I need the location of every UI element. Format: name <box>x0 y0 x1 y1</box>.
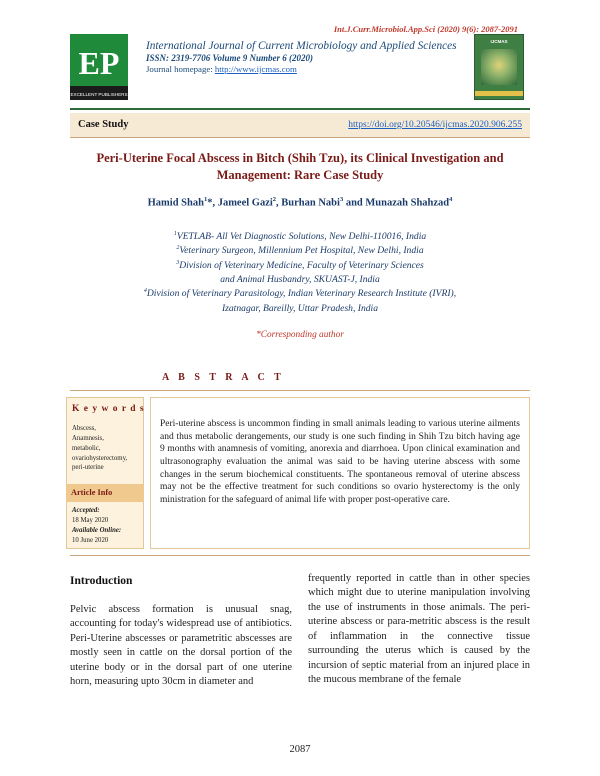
abstract-divider <box>70 390 530 391</box>
author-affiliation-sup: 3 <box>339 196 344 203</box>
accepted-date: 18 May 2020 <box>72 516 109 524</box>
author-affiliation-sup: 4 <box>449 196 453 203</box>
keyword-item: metabolic, <box>72 444 101 452</box>
journal-name: International Journal of Current Microbiology and Applied Sciences <box>146 40 457 52</box>
keywords-list <box>72 424 144 473</box>
author-name: Hamid Shah <box>147 197 204 209</box>
affiliation-text: VETLAB- All Vet Diagnostic Solutions, New Delhi-110016, India <box>176 231 427 243</box>
article-info-dates <box>72 506 144 545</box>
affiliation-sup: 4 <box>143 288 147 295</box>
article-type: Case Study <box>78 119 129 130</box>
affiliation-line <box>70 244 530 258</box>
affiliation-text: Division of Veterinary Medicine, Faculty of Veterinary Sciences <box>179 259 424 271</box>
affiliation-sup: 3 <box>176 259 180 266</box>
introduction-heading: Introduction <box>70 575 133 587</box>
introduction-column-1: Pelvic abscess formation is unusual snag, accounting for today's widespread use of antibiotics. Peri-Uterine abscesses or parametritic abscesses are mostly seen in cattle on the dorsal portion of the uterine body or in the dorsal part of one uterine horn, measuring upto 30cm in diameter and <box>70 604 292 688</box>
author-separator: and <box>343 197 366 209</box>
homepage-link[interactable]: http://www.ijcmas.com <box>214 64 297 74</box>
homepage-label: Journal homepage: <box>146 64 215 74</box>
author-list <box>70 196 530 209</box>
cover-band <box>475 91 523 96</box>
article-title: Peri-Uterine Focal Abscess in Bitch (Shih Tzu), its Clinical Investigation and Management: Rare Case Study <box>96 151 504 182</box>
affiliation-line <box>70 287 530 301</box>
doi-link[interactable]: https://doi.org/10.20546/ijcmas.2020.906.255 <box>348 120 522 130</box>
online-label: Available Online: <box>72 526 122 534</box>
journal-homepage <box>146 64 472 74</box>
affiliation-sup: 2 <box>176 245 180 252</box>
keyword-item: peri-uterine <box>72 464 104 472</box>
affiliations <box>70 230 530 316</box>
author-name: Burhan Nabi <box>281 197 340 209</box>
cover-image <box>481 49 517 85</box>
author-affiliation-sup: 1 <box>203 196 208 203</box>
article-info-label: Article Info <box>71 488 113 497</box>
publisher-logo <box>70 34 128 100</box>
introduction-column-2: frequently reported in cattle than in other species which might due to uterine manipulation involving the use of instruments in those animals. The peri-uterine abscess or para-metritic abscess is the result of inflammation in the connective tissue surrounding the uterus which is caused by the incursion of septic material from an injured place in the mucous membrane of the female <box>308 573 530 686</box>
abstract-bottom-divider <box>70 555 530 556</box>
journal-citation: Int.J.Curr.Microbiol.App.Sci (2020) 9(6): 2087-2091 <box>333 24 518 34</box>
logo-text: EXCELLENT PUBLISHERS <box>70 92 128 97</box>
author-name: Jameel Gazi <box>217 197 273 209</box>
issn-line: ISSN: 2319-7706 Volume 9 Number 6 (2020) <box>146 53 314 63</box>
affiliation-sup: 1 <box>173 231 177 237</box>
author-separator: *, <box>207 197 218 209</box>
accepted-label: Accepted: <box>72 507 100 514</box>
page-number: 2087 <box>289 744 311 755</box>
author-affiliation-sup: 2 <box>272 196 277 203</box>
abstract-heading: A B S T R A C T <box>162 372 285 383</box>
affiliation-line <box>70 230 530 244</box>
affiliation-text: Division of Veterinary Parasitology, Indian Veterinary Research Institute (IVRI), <box>146 288 457 300</box>
keywords-title: K e y w o r d s <box>72 404 145 414</box>
header-divider <box>70 108 530 110</box>
author-separator: , <box>276 197 282 209</box>
abstract-text: Peri-uterine abscess is uncommon finding in small animals leading to various uterine ailments and thus metabolic derangements, our study is one such finding in Shih Tzu bitch having age 9 months with anamnesis of vomiting, anorexia and diarrhoea. Upon clinical examination and ultrasonography evaluation the animal was said to be having uterine abscess with some changes in the serum biochemical constituents. The spontaneous removal of uterine abscess may not be the effective treatment for such conditions so ovario hysterectomy is the only ministration for the safeguard of animal life with proper post-operative care. <box>160 419 520 505</box>
online-date: 10 June 2020 <box>72 536 109 544</box>
logo-letters: EP <box>78 45 120 81</box>
affiliation-text: Veterinary Surgeon, Millennium Pet Hospital, New Delhi, India <box>179 245 424 257</box>
affiliation-text: and Animal Husbandry, SKUAST-J, India <box>220 274 380 286</box>
journal-cover-thumbnail <box>474 34 524 100</box>
journal-header <box>146 40 472 74</box>
affiliation-line <box>70 259 530 273</box>
cover-title: IJCMAS <box>490 39 508 44</box>
author-name: Munazah Shahzad <box>365 197 450 209</box>
corresponding-author-note: *Corresponding author <box>256 330 344 340</box>
keyword-item: ovariohysterectomy, <box>72 454 128 462</box>
keyword-item: Abscess, <box>72 425 96 432</box>
affiliation-line <box>70 273 530 287</box>
affiliation-line <box>70 302 530 316</box>
type-bar-divider <box>70 137 530 138</box>
affiliation-text: Izatnagar, Bareilly, Uttar Pradesh, India <box>221 302 379 314</box>
keyword-item: Anamnesis, <box>72 434 104 442</box>
